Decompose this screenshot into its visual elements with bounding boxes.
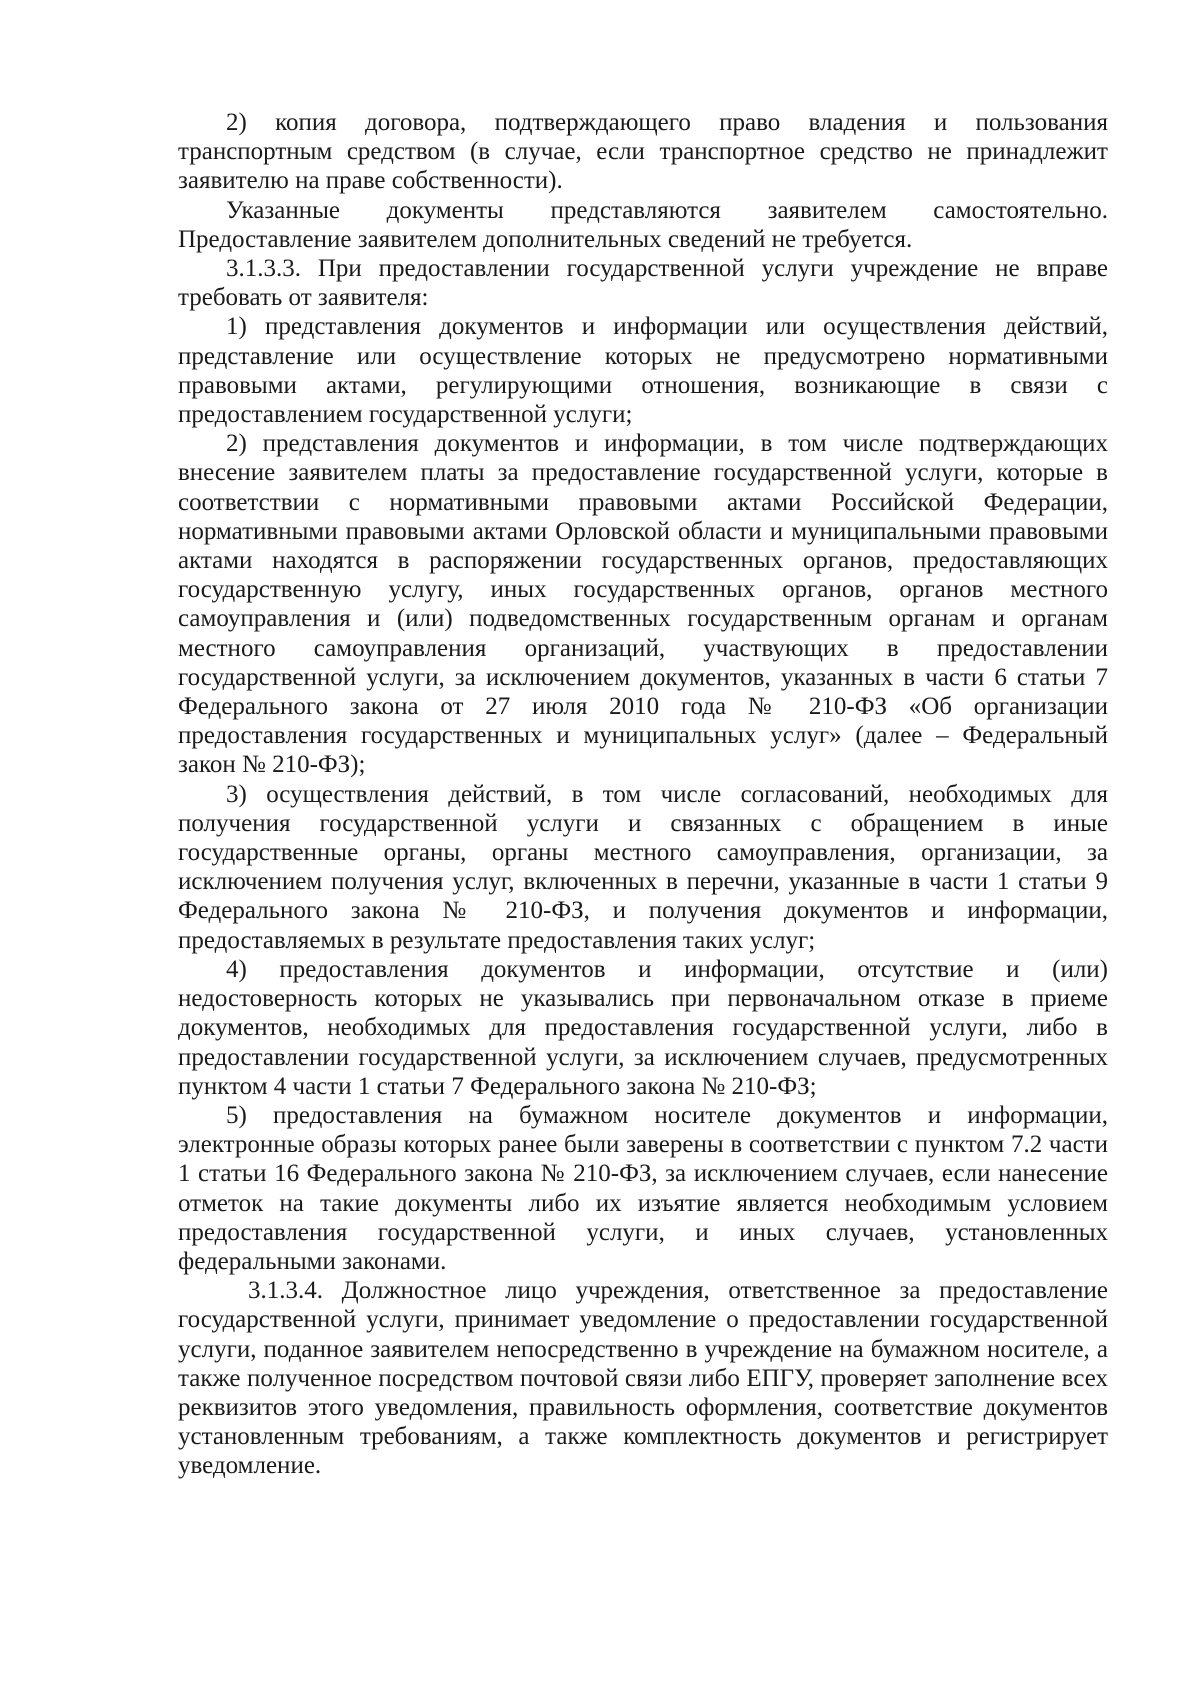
paragraph-item-2: 2) представления документов и информации, в том числе подтверждающих внесение заявителем платы за предоставление государственной услуги, которые в соответствии с нормативными правовыми актами Российской Федерации, нормативными правовыми актами Орловской области и муниципальными правовыми актами находятся в распоряжении государственных органов, предоставляющих государственную услугу, иных государственных органов, органов местного самоуправления и (или) подведомственных государственным органам и органам местного самоуправления организаций, участвующих в предоставлении государственной услуги, за исключением документов, указанных в части 6 статьи 7 Федерального закона от 27 июля 2010 года № 210-ФЗ «Об организации предоставления государственных и муниципальных услуг» (далее – Федеральный закон № 210-ФЗ); xyxy=(178,430,1108,779)
paragraph-documents-provided: Указанные документы представляются заявителем самостоятельно. Предоставление заявителем дополнительных сведений не требуется. xyxy=(178,196,1108,253)
paragraph-item-3: 3) осуществления действий, в том числе согласований, необходимых для получения государственной услуги и связанных с обращением в иные государственные органы, органы местного самоуправления, организации, за исключением получения услуг, включенных в перечни, указанные в части 1 статьи 9 Федерального закона № 210-ФЗ, и получения документов и информации, предоставляемых в результате предоставления таких услуг; xyxy=(178,780,1108,954)
paragraph-item-5: 5) предоставления на бумажном носителе документов и информации, электронные образы которых ранее были заверены в соответствии с пунктом 7.2 части 1 статьи 16 Федерального закона № 210-ФЗ, за исключением случаев, если нанесение отметок на такие документы либо их изъятие является необходимым условием предоставления государственной услуги, и иных случаев, установленных федеральными законами. xyxy=(178,1101,1108,1275)
paragraph-section-3-1-3-4: 3.1.3.4. Должностное лицо учреждения, ответственное за предоставление государственной услуги, принимает уведомление о предоставлении государственной услуги, поданное заявителем непосредственно в учреждение на бумажном носителе, а также полученное посредством почтовой связи либо ЕПГУ, проверяет заполнение всех реквизитов этого уведомления, правильность оформления, соответствие документов установленным требованиям, а также комплектность документов и регистрирует уведомление. xyxy=(178,1277,1108,1480)
paragraph-section-3-1-3-3: 3.1.3.3. При предоставлении государственной услуги учреждение не вправе требовать от заявителя: xyxy=(178,255,1108,312)
document-body xyxy=(178,108,1108,1481)
paragraph-contract-copy: 2) копия договора, подтверждающего право владения и пользования транспортным средством (в случае, если транспортное средство не принадлежит заявителю на праве собственности). xyxy=(178,109,1108,195)
paragraph-item-4: 4) предоставления документов и информации, отсутствие и (или) недостоверность которых не указывались при первоначальном отказе в приеме документов, необходимых для предоставления государственной услуги, либо в предоставлении государственной услуги, за исключением случаев, предусмотренных пунктом 4 части 1 статьи 7 Федерального закона № 210-ФЗ; xyxy=(178,955,1108,1100)
paragraph-item-1: 1) представления документов и информации или осуществления действий, представление или осуществление которых не предусмотрено нормативными правовыми актами, регулирующими отношения, возникающие в связи с предоставлением государственной услуги; xyxy=(178,313,1108,429)
